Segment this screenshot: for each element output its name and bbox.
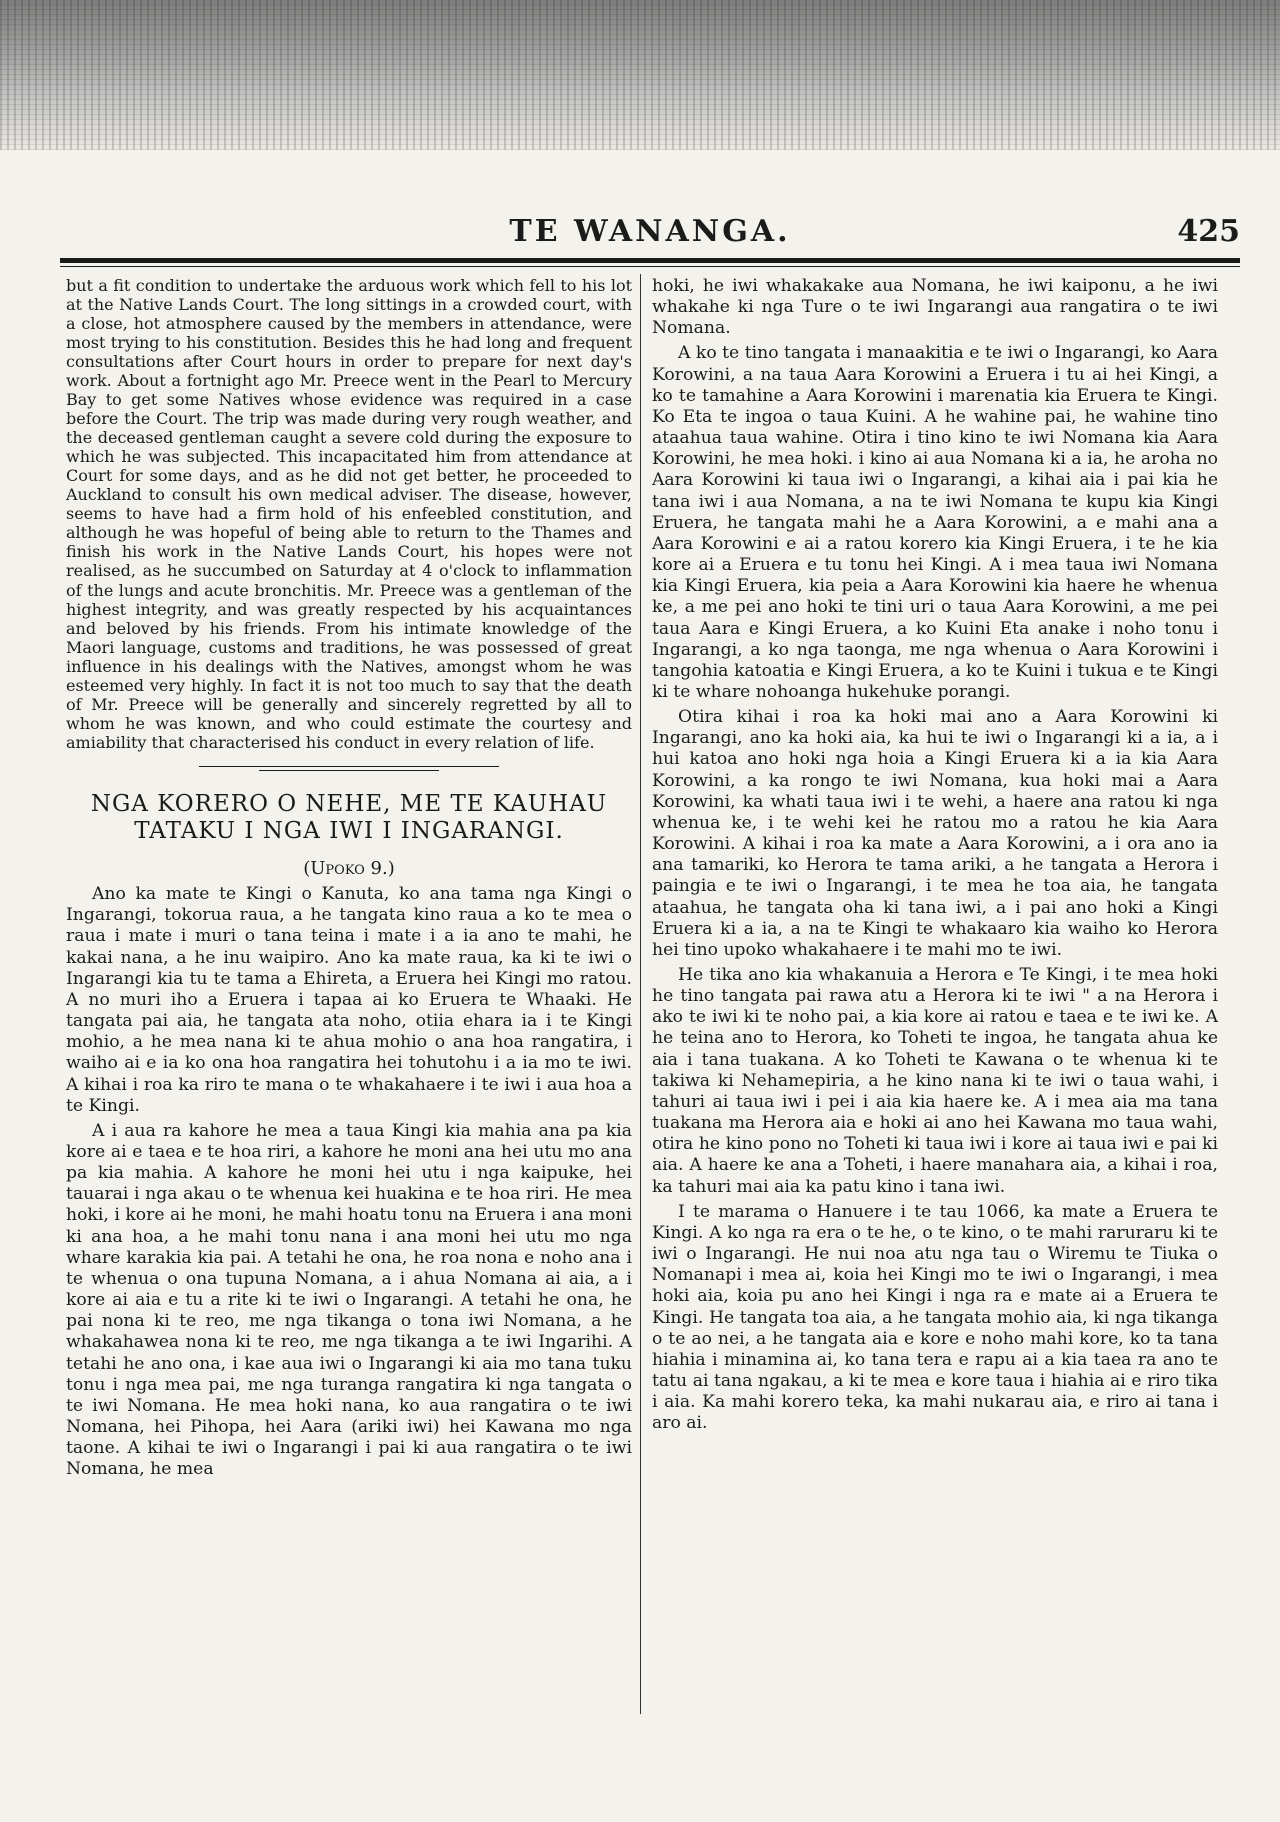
left-column	[66, 276, 632, 1484]
article-paragraph: A i aua ra kahore he mea a taua Kingi kia mahia ana pa kia kore ai e taea e te hoa riri, a kahore he moni ana hei utu mo ana pa kia mahia. A kahore he moni hei utu i nga kaipuke, hei tauarai i nga akau o te whenua kei huakina e te hoa riri. He mea hoki, i kore ai he moni, he mahi hoatu tonu na Eruera i ana moni ki ana hoa, a he mahi tonu nana i ana moni hei utu mo nga whare karakia kia pai. A tetahi he ona, he roa nona e noho ana i te whenua o ona tupuna Nomana, a i ahua Nomana ai aia, a i kore ai aia e tu a rite ki te iwi o Ingarangi. A tetahi he ona, he pai nona ki te reo, me nga tikanga o tona iwi Nomana, a he whakahawea nona ki te reo, me nga tikanga a te iwi Ingarihi. A tetahi he ano ona, i kae aua iwi o Ingarangi ki aia mo tana tuku tonu i nga mea pai, me nga turanga rangatira ki nga tangata o te iwi Nomana. He mea hoki nana, ko aua rangatira o te iwi Nomana, hei Pihopa, hei Aara (ariki iwi) hei Kawana mo nga taone. A kihai te iwi o Ingarangi i pai ki aua rangatira o te iwi Nomana, he mea	[66, 1120, 632, 1480]
column-divider	[640, 274, 641, 1714]
article-paragraph: I te marama o Hanuere i te tau 1066, ka mate a Eruera te Kingi. A ko nga ra era o te he, o te kino, o te mahi raruraru ki te iwi o Ingarangi. He nui noa atu nga tau o Wiremu te Tiuka o Nomanapi i mea ai, koia hei Kingi mo te iwi o Ingarangi, i mea hoki aia, koia pu ano hei Kingi i nga ra e mate ai a Eruera te Kingi. He tangata toa aia, a he tangata mohio aia, ki nga tikanga o te ao nei, a he tangata aia e kore e noho mahi kore, ko ta tana hiahia i minamina ai, ko tana tera e rapu ai a kia taea ra ano te tatu ai tana ngakau, a ki te mea e kore taua i hiahia ai e riro tika i aia. Ka mahi korero teka, ka mahi nukarau aia, e riro ai tana i aro ai.	[652, 1201, 1218, 1434]
page-header	[60, 210, 1240, 256]
article-paragraph: Ano ka mate te Kingi o Kanuta, ko ana tama nga Kingi o Ingarangi, tokorua raua, a he tangata kino raua a ko te mea o raua i mate i muri o tana teina i mate i a ia ano te mahi, he kakai nana, a he inu waipiro. Ano ka mate raua, ka ki te iwi o Ingarangi kia tu te tama a Ehireta, a Eruera hei Kingi mo ratou. A no muri iho a Eruera i tapaa ai ko Eruera te Whaaki. He tangata pai aia, he tangata ata noho, otiia ehara ia i te Kingi mohio, a he mea nana ki te ahua mohio o ana hoa rangatira, i waiho ai e ia ko ona hoa rangatira hei tohutohu i a ia mo te iwi. A kihai i roa ka riro te mana o te whakahaere i te iwi i aua hoa a te Kingi.	[66, 884, 632, 1116]
article-paragraph: Otira kihai i roa ka hoki mai ano a Aara Korowini ki Ingarangi, ano ka hoki aia, ka hui te iwi o Ingarangi ki a ia, a i hui katoa ano hoki nga hoia a Kingi Eruera ki a ia kia Aara Korowini, a ka rongo te iwi Nomana, kua hoki mai a Aara Korowini, ka whati taua iwi i te wehi, a haere ana ratou ki nga whenua ke, i te wehi kei he ratou mo a ratou he kia Aara Korowini. A kihai i roa ka mate a Aara Korowini, a i ora ano ia ana tamariki, ko Herora te tama ariki, a he tangata a Herora i paingia e te iwi o Ingarangi, i te mea he toa aia, he tangata ataahua, he tangata oha ki tana iwi, a i pai ano hoki a Kingi Eruera ki a ia, a na te Kingi te whakaaro kia waiho ko Herora hei tino upoko whakahaere i te mahi mo te iwi.	[652, 707, 1218, 960]
article-paragraph: hoki, he iwi whakakake aua Nomana, he iwi kaiponu, a he iwi whakahe ki nga Ture o te iwi Ingarangi aua rangatira o te iwi Nomana.	[652, 276, 1218, 339]
header-rule-thin	[60, 266, 1240, 267]
article-paragraph: A ko te tino tangata i manaakitia e te iwi o Ingarangi, ko Aara Korowini, a na taua Aara Korowini a Eruera i tu ai hei Kingi, a ko te tamahine a Aara Korowini i marenatia kia Eruera te Kingi. Ko Eta te ingoa o taua Kuini. A he wahine pai, he wahine tino ataahua taua wahine. Otira i tino kino te iwi Nomana kia Aara Korowini, he mea hoki. i kino ai aua Nomana ki a ia, he aroha no Aara Korowini ki taua iwi o Ingarangi, a kihai aia i pai kia he tana iwi i aua Nomana, a na te iwi Nomana te kupu kia Kingi Eruera, he tangata mahi he a Aara Korowini, a e mahi ana a Aara Korowini e ai a ratou korero kia Kingi Eruera, i te he kia kore ai a Eruera e tu tonu hei Kingi. A i mea taua iwi Nomana kia Kingi Eruera, kia peia a Aara Korowini kia haere he whenua ke, a me pei ano hoki te tini uri o taua Aara Korowini, a me pei taua Aara e Kingi Eruera, a ko Kuini Eta anake i noho tonu i Ingarangi, a ko nga taonga, me nga whenua o Aara Korowini i tangohia katoatia e Kingi Eruera, a ko te Kuini i tukua e te Kingi ki te whare nohoanga hukehuke porangi.	[652, 343, 1218, 702]
obituary-paragraph: but a fit condition to undertake the arduous work which fell to his lot at the Native Lands Court. The long sittings in a crowded court, with a close, hot atmosphere caused by the members in attendance, were most trying to his constitution. Besides this he had long and frequent consultations after Court hours in order to prepare for next day's work. About a fortnight ago Mr. Preece went in the Pearl to Mercury Bay to get some Natives whose evidence was required in a case before the Court. The trip was made during very rough weather, and the deceased gentleman caught a severe cold during the exposure to which he was subjected. This incapacitated him from attendance at Court for some days, and as he did not get better, he proceeded to Auckland to consult his own medical adviser. The disease, however, seems to have had a firm hold of his enfeebled constitution, and although he was hopeful of being able to return to the Thames and finish his work in the Native Lands Court, his hopes were not realised, as he succumbed on Saturday at 4 o'clock to inflammation of the lungs and acute bronchitis. Mr. Preece was a gentleman of the highest integrity, and was greatly respected by his acquaintances and beloved by his friends. From his intimate knowledge of the Maori language, customs and traditions, he was possessed of great influence in his dealings with the Natives, amongst whom he was esteemed very highly. In fact it is not too much to say that the death of Mr. Preece will be generally and sincerely regretted by all to whom he was known, and who could estimate the courtesy and amiability that characterised his conduct in every relation of life.	[66, 276, 632, 752]
chapter-heading: (Upoko 9.)	[303, 857, 395, 879]
newspaper-title: TE WANANGA.	[509, 214, 791, 249]
header-rule	[60, 258, 1240, 263]
right-column	[652, 276, 1218, 1438]
section-separator	[199, 766, 499, 767]
page-number: 425	[1177, 214, 1240, 249]
section-title: NGA KORERO O NEHE, ME TE KAUHAU TATAKU I NGA IWI I INGARANGI.	[90, 790, 608, 845]
article-paragraph: He tika ano kia whakanuia a Herora e Te Kingi, i te mea hoki he tino tangata pai rawa atu a Herora ki te iwi " a na Herora i ako te iwi ki te noho pai, a kia kore ai ratou e taea e te iwi ke. A he teina ano to Herora, ko Toheti te ingoa, he tangata ahua ke aia i tana tuakana. A ko Toheti te Kawana o te whenua ki te takiwa ki Nehamepiria, a he kino nana ki te iwi o taua wahi, i tahuri ai taua iwi i pei i aia kia haere ke. A i mea aia ma tana tuakana ma Herora aia e hoki ai ano hei Kawana mo taua wahi, otira he kino pono no Toheti ki taua iwi i kore ai taua iwi e pai ki aia. A haere ke ana a Toheti, i haere manahara aia, a kihai i roa, ka tahuri mai aia ka patu kino i tana iwi.	[652, 965, 1218, 1197]
scanned-page-edge	[0, 0, 1280, 150]
